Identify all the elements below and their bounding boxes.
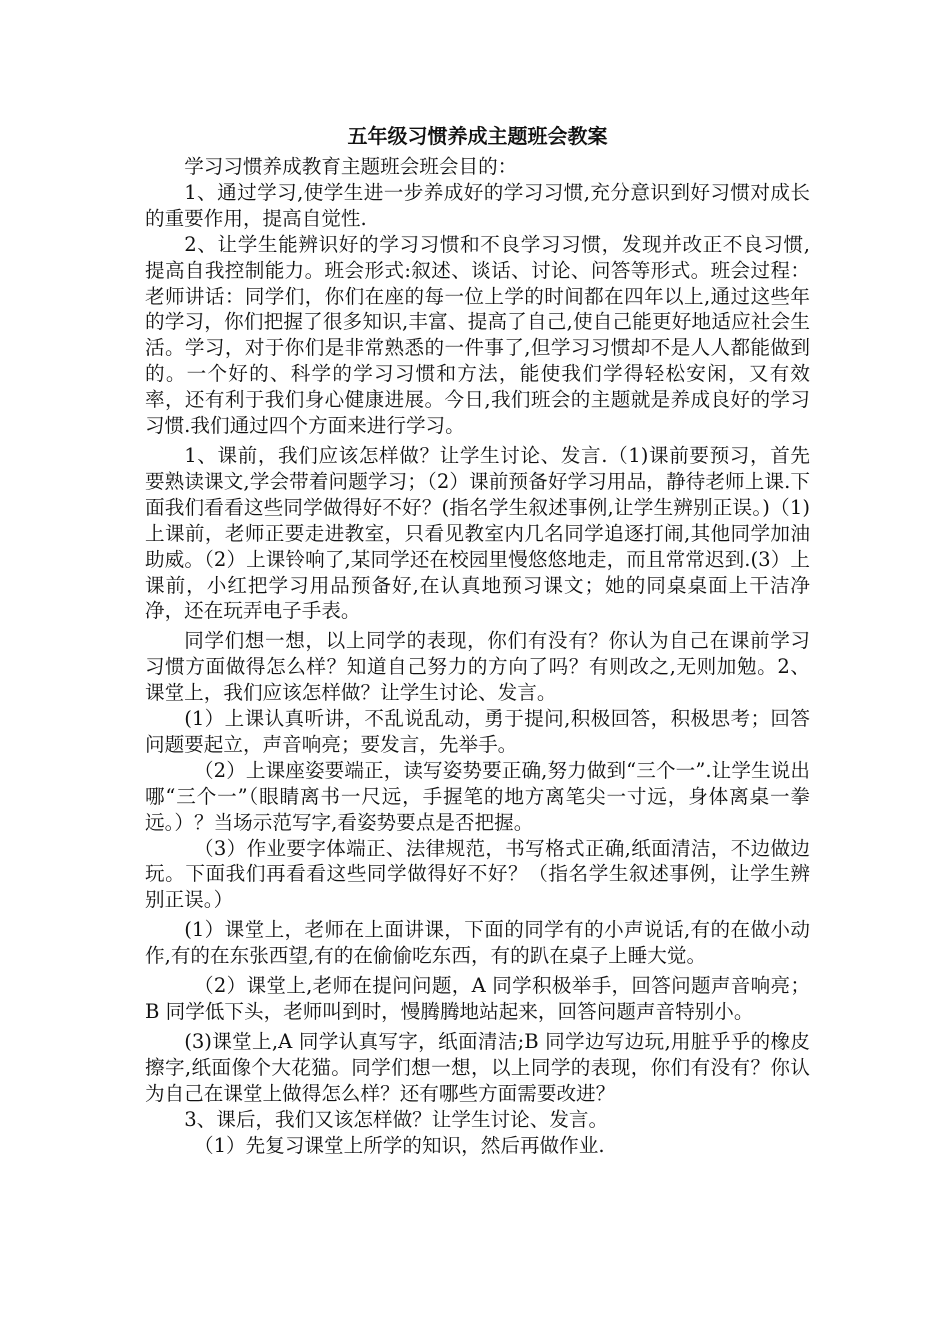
document-page [145,118,810,1158]
paragraph-purpose-heading: 学习习惯养成教育主题班会班会目的： [184,155,518,178]
paragraph-purpose-2: 2、让学生能辨识好的学习习惯和不良学习习惯，发现并改正不良习惯,提高自我控制能力。班会形式:叙述、谈话、讨论、问答等形式。班会过程：老师讲话：同学们，你们在座的每一位上学的时间都在四年以上,通过这些年的学习，你们把握了很多知识,丰富、提高了自己,使自己能更好地适应社会生活。学习，对于你们是非常熟悉的一件事了,但学习习惯却不是人人都能做到的。一个好的、科学的学习习惯和方法，能使我们学得轻松安闲，又有效率，还有利于我们身心健康进展。今日,我们班会的主题就是养成良好的学习习惯.我们通过四个方面来进行学习。 [145,232,810,438]
paragraph-purpose-1: 1、通过学习,使学生进一步养成好的学习习惯,充分意识到好习惯对成长的重要作用，提高自觉性. [145,180,810,230]
paragraph-after-class-1: （1）先复习课堂上所学的知识，然后再做作业. [194,1133,605,1157]
paragraph-reflection-1: 同学们想一想，以上同学的表现，你们有没有？你认为自己在课前学习习惯方面做得怎么样？知道自己努力的方向了吗？有则改之,无则加勉。2、课堂上，我们应该怎样做？让学生讨论、发言。 [145,629,810,705]
paragraph-in-class-3: （3）作业要字体端正、法律规范，书写格式正确,纸面清洁，不边做边玩。下面我们再看看这些同学做得好不好？（指名学生叙述事例，让学生辨别正误。） [145,836,810,912]
paragraph-in-class-2: （2）上课座姿要端正，读写姿势要正确,努力做到“三个一”.让学生说出哪“三个一”（眼睛离书一尺远，手握笔的地方离笔尖一寸远，身体离桌一拳远。）？当场示范写字,看姿势要点是否把握。 [145,758,810,834]
document-title: 五年级习惯养成主题班会教案 [347,124,608,148]
paragraph-after-class: 3、课后，我们又该怎样做？让学生讨论、发言。 [184,1107,609,1131]
paragraph-example-2: （2）课堂上,老师在提问问题，A 同学积极举手，回答问题声音响亮；B 同学低下头，老师叫到时，慢腾腾地站起来，回答问题声音特别小。 [145,974,810,1023]
paragraph-in-class-1: (1）上课认真听讲，不乱说乱动，勇于提问,积极回答，积极思考；回答问题要起立，声音响亮；要发言，先举手。 [145,707,810,756]
paragraph-before-class: 1、课前，我们应该怎样做？让学生讨论、发言.（1)课前要预习，首先要熟读课文,学会带着问题学习；（2）课前预备好学习用品，静待老师上课.下面我们看看这些同学做得好不好？(指名学生叙述事例,让学生辨别正误。)（1)上课前，老师正要走进教室，只看见教室内几名同学追逐打闹,其他同学加油助威。（2）上课铃响了,某同学还在校园里慢悠悠地走，而且常常迟到.(3）上课前，小红把学习用品预备好,在认真地预习课文；她的同桌桌面上干洁净净，还在玩弄电子手表。 [145,443,810,623]
paragraph-example-3: (3)课堂上,A 同学认真写字，纸面清洁;B 同学边写边玩,用脏乎乎的橡皮擦字,纸面像个大花猫。同学们想一想，以上同学的表现，你们有没有？你认为自己在课堂上做得怎么样？还有哪些方面需要改进？ [145,1029,810,1105]
paragraph-example-1: (1）课堂上，老师在上面讲课，下面的同学有的小声说话,有的在做小动作,有的在东张西望,有的在偷偷吃东西，有的趴在桌子上睡大觉。 [145,918,810,968]
